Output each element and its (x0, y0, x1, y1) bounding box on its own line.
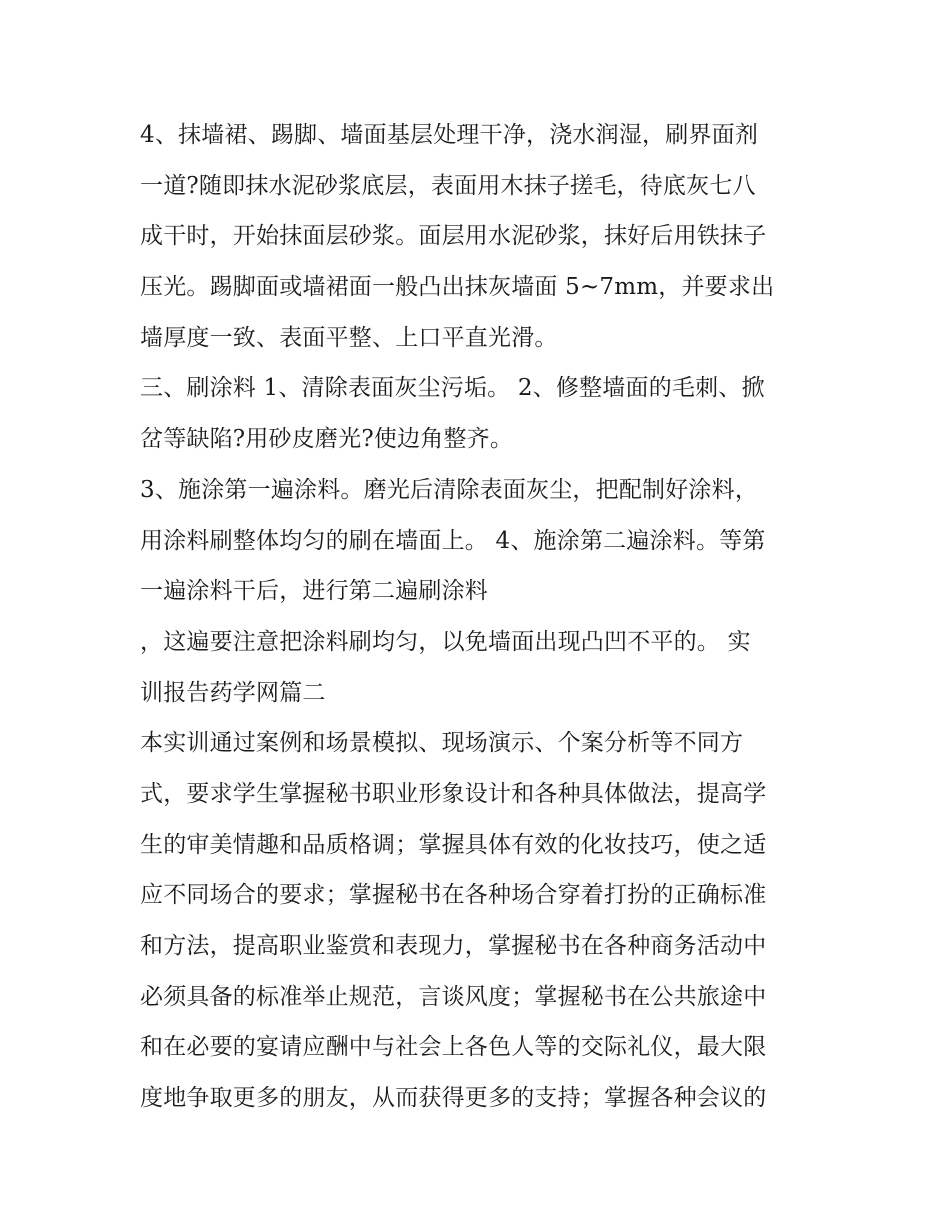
text-line: 必须具备的标准举止规范，言谈风度；掌握秘书在公共旅途中 (140, 983, 767, 1010)
text-line: 岔等缺陷?用砂皮磨光?使边角整齐。 (140, 426, 514, 453)
text-line: 度地争取更多的朋友，从而获得更多的支持；掌握各种会议的 (140, 1085, 767, 1112)
text-line: 和方法，提高职业鉴赏和表现力，掌握秘书在各种商务活动中 (140, 933, 767, 959)
text-line: 一遍涂料干后，进行第二遍刷涂料 (140, 578, 488, 605)
text-line: 压光。踢脚面或墙裙面一般凸出抹灰墙面 5~7mm，并要求出 (140, 274, 775, 301)
text-line: 成干时，开始抹面层砂浆。面层用水泥砂浆，抹好后用铁抹子 (140, 223, 767, 250)
text-line: 生的审美情趣和品质格调；掌握具体有效的化妆技巧，使之适 (140, 831, 767, 858)
text-line: 一道?随即抹水泥砂浆底层，表面用木抹子搓毛，待底灰七八 (140, 172, 756, 199)
text-line: ，这遍要注意把涂料刷均匀，以免墙面出现凸凹不平的。 实 (140, 628, 751, 655)
text-line: 三、刷涂料 1、清除表面灰尘污垢。 2、修整墙面的毛刺、掀 (140, 375, 765, 402)
document-body (140, 110, 820, 1124)
text-line: 3、施涂第一遍涂料。磨光后清除表面灰尘，把配制好涂料， (140, 476, 759, 503)
text-line: 用涂料刷整体均匀的刷在墙面上。 4、施涂第二遍涂料。等第 (140, 527, 766, 554)
text-line: 应不同场合的要求；掌握秘书在各种场合穿着打扮的正确标准 (140, 882, 767, 909)
text-line: 本实训通过案例和场景模拟、现场演示、个案分析等不同方 (140, 730, 744, 757)
text-line: 训报告药学网篇二 (140, 679, 326, 706)
text-line: 和在必要的宴请应酬中与社会上各色人等的交际礼仪，最大限 (140, 1034, 767, 1061)
text-line: 式，要求学生掌握秘书职业形象设计和各种具体做法，提高学 (140, 780, 767, 807)
text-line: 墙厚度一致、表面平整、上口平直光滑。 (140, 324, 558, 351)
text-line: 4、抹墙裙、踢脚、墙面基层处理干净，浇水润湿，刷界面剂 (140, 122, 759, 148)
